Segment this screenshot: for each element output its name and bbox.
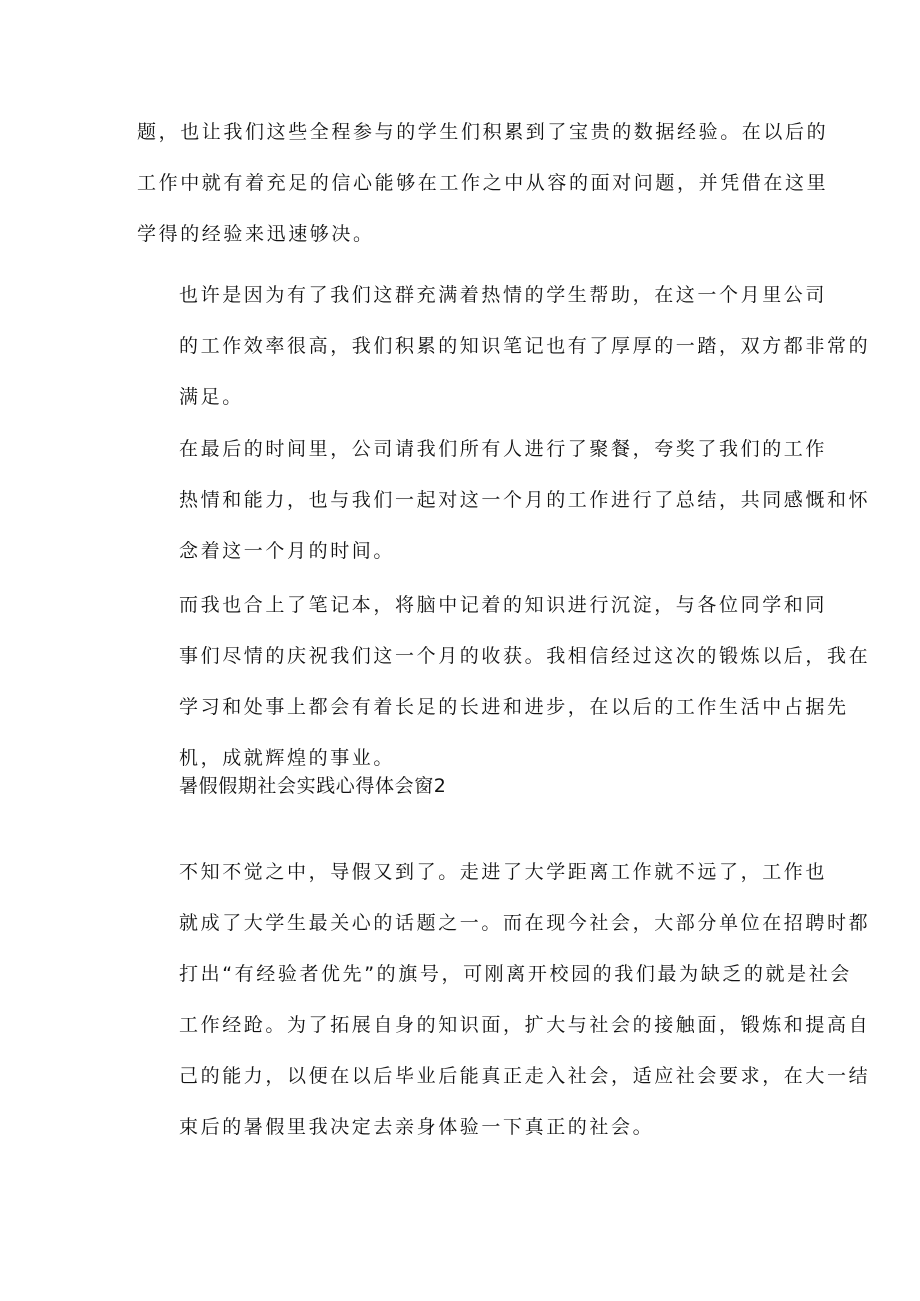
text-line: 工作经跄。为了拓展自身的知识面，扩大与社会的接触面，锻炼和提高自 [179, 1014, 871, 1036]
paragraph-summer-intro [137, 847, 871, 1153]
text-line: 己的能力，以便在以后毕业后能真正走入社会，适应社会要求，在大一结 [179, 1065, 871, 1087]
text-line: 工作中就有着充足的信心能够在工作之中从容的面对问题，并凭借在这里 [137, 172, 829, 194]
text-line: 在最后的时间里，公司请我们所有人进行了聚餐，夸奖了我们的工作 [179, 438, 828, 460]
text-line: 学习和处事上都会有着长足的长进和进步，在以后的工作生活中占据先 [179, 696, 849, 718]
text-line: 的工作效率很高，我们积累的知识笔记也有了厚厚的一踏，双方都非常的 [179, 335, 871, 357]
paragraph-continuation [137, 107, 829, 260]
text-line: 念着这一个月的时间。 [179, 540, 396, 562]
section-heading: 暑假假期社会实践心得体会窗2 [179, 775, 447, 797]
text-line: 就成了大学生最关心的话题之一。而在现今社会，大部分单位在招聘时都 [179, 912, 871, 934]
text-line: 不知不觉之中，导假又到了。走进了大学距离工作就不远了，工作也 [179, 861, 828, 883]
text-line: 题，也让我们这些全程参与的学生们积累到了宝贵的数据经验。在以后的 [137, 121, 829, 143]
text-line: 而我也合上了笔记本，将脑中记着的知识进行沉淀，与各位同学和同 [179, 594, 828, 616]
paragraph-reflection [137, 580, 871, 784]
text-line: 也许是因为有了我们这群充满着热情的学生帮助，在这一个月里公司 [179, 284, 828, 306]
text-line: 打出“有经验者优先”的旗号，可刚离开校园的我们最为缺乏的就是社会 [179, 963, 852, 985]
text-line: 事们尽情的庆祝我们这一个月的收获。我相信经过这次的锻炼以后，我在 [179, 645, 871, 667]
text-line: 机，成就辉煌的事业。 [179, 747, 396, 769]
text-line: 束后的暑假里我决定去亲身体验一下真正的社会。 [179, 1116, 655, 1138]
text-line: 满足。 [179, 386, 244, 408]
paragraph-company-efficiency [137, 270, 871, 423]
paragraph-farewell-dinner [137, 424, 871, 577]
text-line: 学得的经验来迅速够决。 [137, 223, 375, 245]
text-line: 热情和能力，也与我们一起对这一个月的工作进行了总结，共同感慨和怀 [179, 489, 871, 511]
